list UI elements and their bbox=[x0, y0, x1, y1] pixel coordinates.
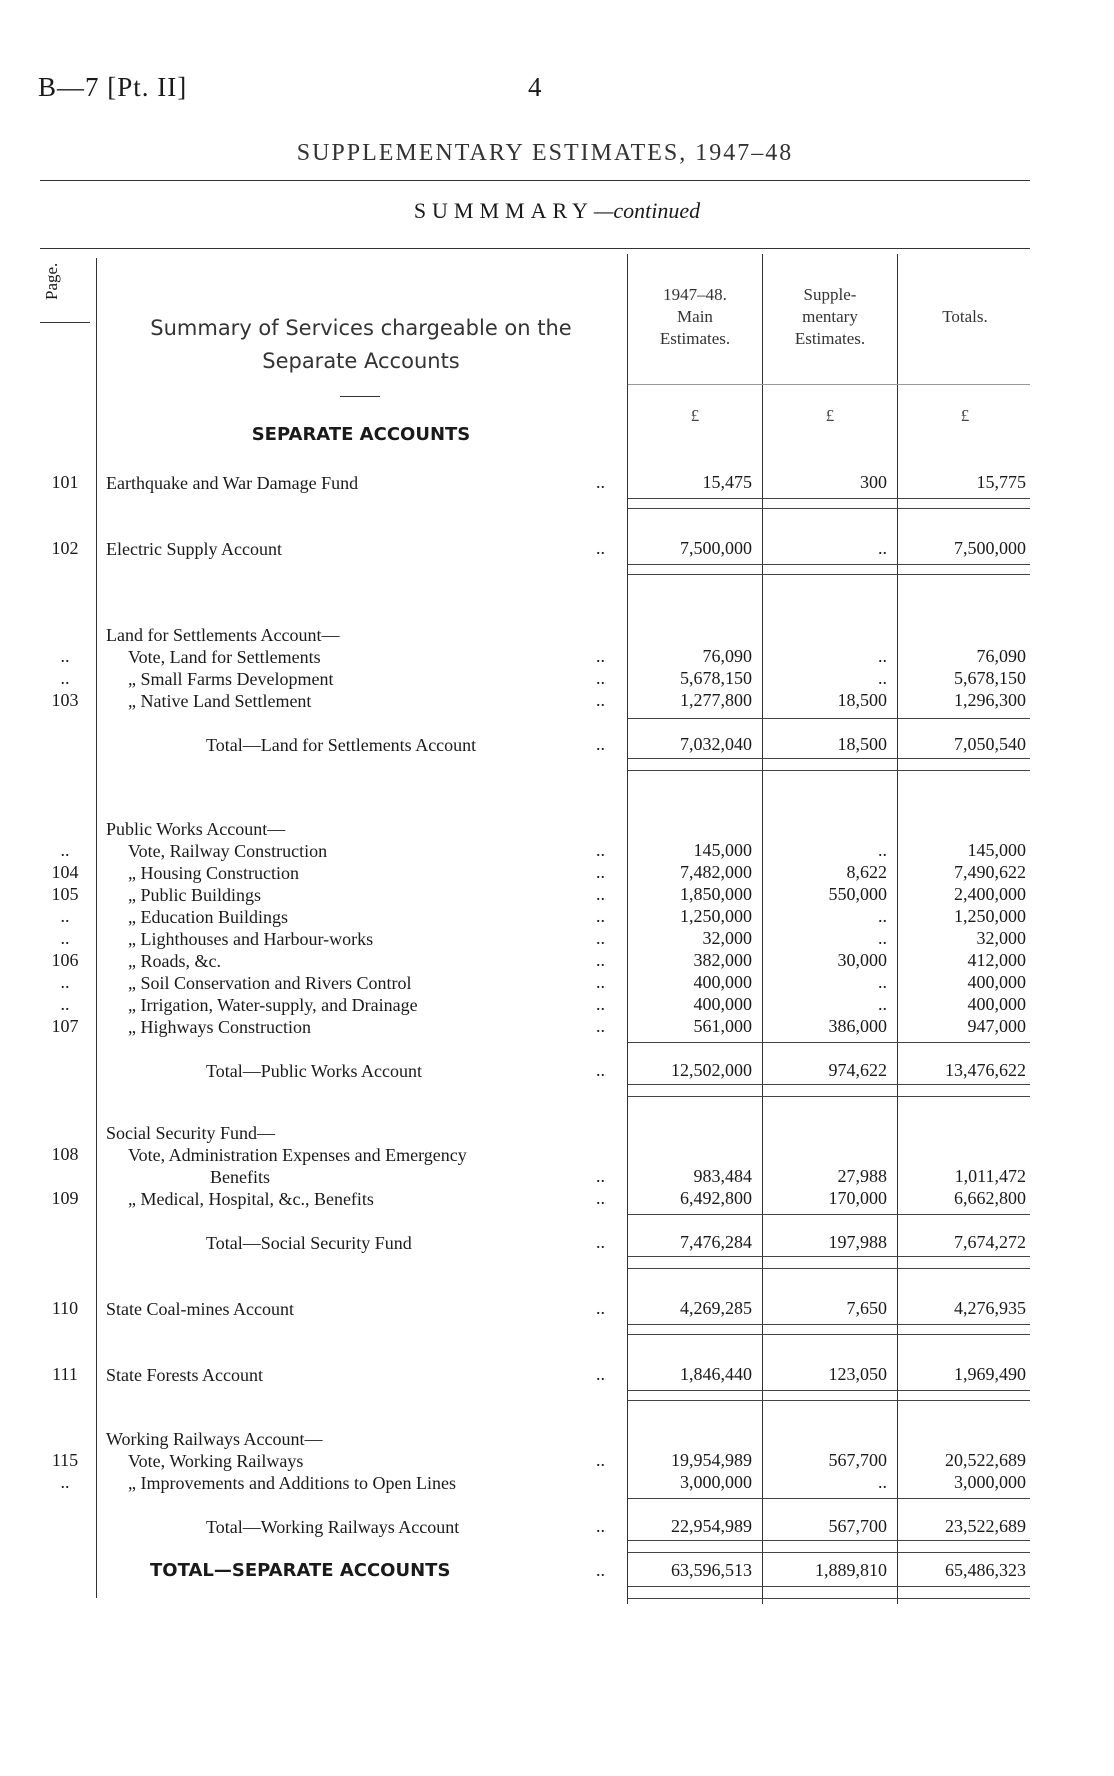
row-page-number: 105 bbox=[51, 884, 79, 904]
main-estimate-value: 4,269,285 bbox=[680, 1298, 752, 1318]
supplementary-estimate-value: .. bbox=[878, 1472, 887, 1492]
document-reference: B—7 [Pt. II] bbox=[38, 72, 188, 102]
main-estimate-value: 145,000 bbox=[693, 840, 752, 860]
leader-dots: .. bbox=[596, 472, 605, 492]
totals-column-header: Totals. bbox=[942, 307, 988, 326]
total-value: 32,000 bbox=[976, 928, 1026, 948]
leader-dots: .. bbox=[596, 668, 605, 688]
subtotal-label: Total—Public Works Account bbox=[206, 1061, 422, 1081]
leader-dots: .. bbox=[596, 690, 605, 710]
total-value: 947,000 bbox=[967, 1016, 1026, 1036]
row-page-number: 111 bbox=[52, 1364, 78, 1384]
leader-dots: .. bbox=[596, 1298, 605, 1318]
supplementary-estimate-value: .. bbox=[878, 840, 887, 860]
row-label: „ Highways Construction bbox=[128, 1017, 311, 1037]
supp-currency-label: £ bbox=[825, 406, 835, 425]
row-label: State Forests Account bbox=[106, 1365, 263, 1385]
main-estimate-value: 400,000 bbox=[693, 972, 752, 992]
row-label: „ Education Buildings bbox=[128, 907, 288, 927]
total-value: 7,500,000 bbox=[954, 538, 1026, 558]
row-page-number: .. bbox=[60, 928, 70, 948]
leader-dots: .. bbox=[596, 862, 605, 882]
row-page-number: .. bbox=[60, 646, 70, 666]
account-heading: Social Security Fund— bbox=[106, 1123, 275, 1143]
row-label: „ Public Buildings bbox=[128, 885, 262, 905]
supplementary-estimate-value: 386,000 bbox=[828, 1016, 887, 1036]
supplementary-estimate-value: 300 bbox=[860, 472, 887, 492]
total-value: 2,400,000 bbox=[954, 884, 1026, 904]
leader-dots: .. bbox=[596, 1450, 605, 1470]
total-value: 5,678,150 bbox=[954, 668, 1026, 688]
supplementary-estimate-value: 974,622 bbox=[828, 1060, 887, 1080]
subtotal-label: Total—Working Railways Account bbox=[206, 1517, 460, 1537]
main-estimate-value: 22,954,989 bbox=[671, 1516, 752, 1536]
grand-total-label: TOTAL—SEPARATE ACCOUNTS bbox=[150, 1560, 451, 1581]
amount-rule bbox=[628, 1498, 1030, 1499]
main-estimate-value: 19,954,989 bbox=[671, 1450, 752, 1470]
amount-rule bbox=[628, 1334, 1030, 1335]
row-page-number: 103 bbox=[51, 690, 79, 710]
amount-rule bbox=[628, 1256, 1030, 1257]
leader-dots: .. bbox=[596, 1060, 605, 1080]
row-label: „ Improvements and Additions to Open Lines bbox=[128, 1473, 456, 1493]
page-column-divider bbox=[96, 258, 97, 1598]
main-estimate-value: 12,502,000 bbox=[671, 1060, 752, 1080]
table-top-rule bbox=[40, 248, 1030, 249]
totals-currency-label: £ bbox=[960, 406, 970, 425]
row-label: „ Medical, Hospital, &c., Benefits bbox=[128, 1189, 374, 1209]
amount-rule bbox=[628, 1552, 1030, 1553]
row-label: „ Irrigation, Water-supply, and Drainage bbox=[128, 995, 418, 1015]
subtotal-label: Total—Land for Settlements Account bbox=[206, 735, 477, 755]
row-page-number: 110 bbox=[51, 1298, 79, 1318]
leader-dots: .. bbox=[596, 1166, 605, 1186]
supplementary-estimate-value: .. bbox=[878, 928, 887, 948]
supplementary-estimate-value: .. bbox=[878, 906, 887, 926]
total-value: 1,250,000 bbox=[954, 906, 1026, 926]
row-page-number: 109 bbox=[51, 1188, 79, 1208]
leader-dots: .. bbox=[596, 1516, 605, 1536]
supplementary-estimate-value: 27,988 bbox=[837, 1166, 887, 1186]
main-estimate-value: 7,476,284 bbox=[680, 1232, 752, 1252]
total-value: 7,490,622 bbox=[954, 862, 1026, 882]
supplementary-estimate-value: .. bbox=[878, 538, 887, 558]
row-label: Electric Supply Account bbox=[106, 539, 282, 559]
total-value: 65,486,323 bbox=[945, 1560, 1026, 1580]
supplementary-estimate-value: 18,500 bbox=[837, 734, 887, 754]
amount-rule bbox=[628, 508, 1030, 509]
supplementary-estimate-value: 197,988 bbox=[828, 1232, 887, 1252]
amount-rule bbox=[628, 718, 1030, 719]
row-label: „ Lighthouses and Harbour-works bbox=[128, 929, 374, 949]
section-heading: SEPARATE ACCOUNTS bbox=[251, 424, 471, 445]
row-label: „ Roads, &c. bbox=[128, 951, 221, 971]
main-estimate-value: 1,846,440 bbox=[680, 1364, 752, 1384]
amount-rule bbox=[628, 1268, 1030, 1269]
leader-dots: .. bbox=[596, 906, 605, 926]
main-estimate-value: 32,000 bbox=[702, 928, 752, 948]
row-label: „ Small Farms Development bbox=[128, 669, 334, 689]
amount-rule bbox=[628, 770, 1030, 771]
description-header-dash bbox=[340, 396, 380, 397]
row-page-number: .. bbox=[60, 906, 70, 926]
main-estimate-value: 561,000 bbox=[693, 1016, 752, 1036]
amount-rule bbox=[628, 1096, 1030, 1097]
row-label: „ Soil Conservation and Rivers Control bbox=[128, 973, 412, 993]
main-estimate-value: 983,484 bbox=[693, 1166, 752, 1186]
supplementary-estimate-value: 567,700 bbox=[828, 1450, 887, 1470]
leader-dots: .. bbox=[596, 538, 605, 558]
row-page-number: .. bbox=[60, 668, 70, 688]
row-page-number: .. bbox=[60, 972, 70, 992]
row-label: Vote, Administration Expenses and Emergency bbox=[128, 1145, 467, 1165]
main-estimate-value: 1,277,800 bbox=[680, 690, 752, 710]
row-label: Vote, Railway Construction bbox=[128, 841, 328, 861]
leader-dots: .. bbox=[596, 1560, 605, 1580]
main-estimate-value: 7,500,000 bbox=[680, 538, 752, 558]
total-value: 400,000 bbox=[967, 972, 1026, 992]
total-value: 15,775 bbox=[976, 472, 1026, 492]
supplementary-estimate-value: .. bbox=[878, 668, 887, 688]
amount-head-rule bbox=[628, 384, 1030, 385]
supplementary-estimate-value: 170,000 bbox=[828, 1188, 887, 1208]
account-heading: Land for Settlements Account— bbox=[106, 625, 340, 645]
main-estimate-value: 76,090 bbox=[702, 646, 752, 666]
leader-dots: .. bbox=[596, 972, 605, 992]
supplementary-estimate-value: 1,889,810 bbox=[815, 1560, 887, 1580]
row-page-number: 101 bbox=[51, 472, 79, 492]
subtotal-label: Total—Social Security Fund bbox=[206, 1233, 412, 1253]
row-label: Benefits bbox=[210, 1167, 270, 1187]
total-value: 6,662,800 bbox=[954, 1188, 1026, 1208]
amount-rule bbox=[628, 1586, 1030, 1587]
leader-dots: .. bbox=[596, 994, 605, 1014]
amount-rule bbox=[628, 564, 1030, 565]
main-estimate-value: 400,000 bbox=[693, 994, 752, 1014]
supplementary-estimate-value: .. bbox=[878, 646, 887, 666]
row-page-number: 104 bbox=[51, 862, 79, 882]
leader-dots: .. bbox=[596, 1232, 605, 1252]
main-estimate-value: 382,000 bbox=[693, 950, 752, 970]
row-page-number: 106 bbox=[51, 950, 79, 970]
amount-rule bbox=[628, 1084, 1030, 1085]
main-currency-label: £ bbox=[690, 406, 700, 425]
leader-dots: .. bbox=[596, 1364, 605, 1384]
main-estimate-value: 63,596,513 bbox=[671, 1560, 752, 1580]
main-estimates-column-header: 1947–48. Main Estimates. bbox=[659, 285, 731, 348]
main-estimate-value: 3,000,000 bbox=[680, 1472, 752, 1492]
leader-dots: .. bbox=[596, 1016, 605, 1036]
total-value: 7,674,272 bbox=[954, 1232, 1026, 1252]
amount-rule bbox=[628, 1042, 1030, 1043]
leader-dots: .. bbox=[596, 840, 605, 860]
row-page-number: .. bbox=[60, 994, 70, 1014]
leader-dots: .. bbox=[596, 950, 605, 970]
amount-rule bbox=[628, 1324, 1030, 1325]
total-value: 145,000 bbox=[967, 840, 1026, 860]
total-value: 7,050,540 bbox=[954, 734, 1026, 754]
supplementary-estimate-value: .. bbox=[878, 972, 887, 992]
supplementary-estimate-value: .. bbox=[878, 994, 887, 1014]
summary-heading: SUMMMARY—continued bbox=[413, 198, 701, 223]
supplementary-estimate-value: 8,622 bbox=[846, 862, 887, 882]
supplementary-estimates-column-header: Supple- mentary Estimates. bbox=[794, 285, 866, 348]
leader-dots: .. bbox=[596, 928, 605, 948]
row-page-number: .. bbox=[60, 1472, 70, 1492]
total-value: 1,011,472 bbox=[954, 1166, 1026, 1186]
description-column-header: Summary of Services chargeable on the Separate Accounts bbox=[150, 316, 572, 373]
main-estimate-value: 1,250,000 bbox=[680, 906, 752, 926]
row-label: „ Housing Construction bbox=[128, 863, 299, 883]
amount-rule bbox=[628, 1598, 1030, 1599]
supplementary-estimate-value: 30,000 bbox=[837, 950, 887, 970]
amount-rule bbox=[628, 574, 1030, 575]
account-heading: Working Railways Account— bbox=[106, 1429, 323, 1449]
supplementary-estimate-value: 123,050 bbox=[828, 1364, 887, 1384]
main-estimate-value: 1,850,000 bbox=[680, 884, 752, 904]
leader-dots: .. bbox=[596, 884, 605, 904]
main-estimate-value: 5,678,150 bbox=[680, 668, 752, 688]
total-value: 1,296,300 bbox=[954, 690, 1026, 710]
row-label: State Coal-mines Account bbox=[106, 1299, 294, 1319]
amount-rule bbox=[628, 758, 1030, 759]
leader-dots: .. bbox=[596, 1188, 605, 1208]
leader-dots: .. bbox=[596, 734, 605, 754]
total-value: 412,000 bbox=[967, 950, 1026, 970]
header-rule bbox=[40, 180, 1030, 181]
row-label: Earthquake and War Damage Fund bbox=[106, 473, 359, 493]
supplementary-estimate-value: 7,650 bbox=[846, 1298, 887, 1318]
account-heading: Public Works Account— bbox=[106, 819, 286, 839]
row-label: Vote, Working Railways bbox=[128, 1451, 304, 1471]
amount-rule bbox=[628, 498, 1030, 499]
main-estimate-value: 7,482,000 bbox=[680, 862, 752, 882]
page-number: 4 bbox=[528, 72, 542, 102]
amount-rule bbox=[628, 1214, 1030, 1215]
main-estimate-value: 6,492,800 bbox=[680, 1188, 752, 1208]
amount-rule bbox=[628, 1390, 1030, 1391]
page-head-rule bbox=[40, 322, 90, 323]
main-estimate-value: 7,032,040 bbox=[680, 734, 752, 754]
main-estimate-value: 15,475 bbox=[702, 472, 752, 492]
page-title: SUPPLEMENTARY ESTIMATES, 1947–48 bbox=[296, 140, 794, 166]
total-value: 400,000 bbox=[967, 994, 1026, 1014]
row-page-number: .. bbox=[60, 840, 70, 860]
supplementary-estimate-value: 567,700 bbox=[828, 1516, 887, 1536]
total-value: 23,522,689 bbox=[945, 1516, 1026, 1536]
supplementary-estimate-value: 18,500 bbox=[837, 690, 887, 710]
amount-rule bbox=[628, 1540, 1030, 1541]
total-value: 13,476,622 bbox=[945, 1060, 1026, 1080]
total-value: 20,522,689 bbox=[945, 1450, 1026, 1470]
row-page-number: 102 bbox=[51, 538, 79, 558]
row-page-number: 108 bbox=[51, 1144, 79, 1164]
total-value: 1,969,490 bbox=[954, 1364, 1026, 1384]
leader-dots: .. bbox=[596, 646, 605, 666]
row-label: „ Native Land Settlement bbox=[128, 691, 312, 711]
page-column-header: Page. bbox=[42, 262, 61, 300]
row-page-number: 115 bbox=[51, 1450, 79, 1470]
total-value: 3,000,000 bbox=[954, 1472, 1026, 1492]
amount-rule bbox=[628, 1400, 1030, 1401]
row-label: Vote, Land for Settlements bbox=[128, 647, 321, 667]
total-value: 76,090 bbox=[976, 646, 1026, 666]
total-value: 4,276,935 bbox=[954, 1298, 1026, 1318]
row-page-number: 107 bbox=[51, 1016, 79, 1036]
supplementary-estimate-value: 550,000 bbox=[828, 884, 887, 904]
